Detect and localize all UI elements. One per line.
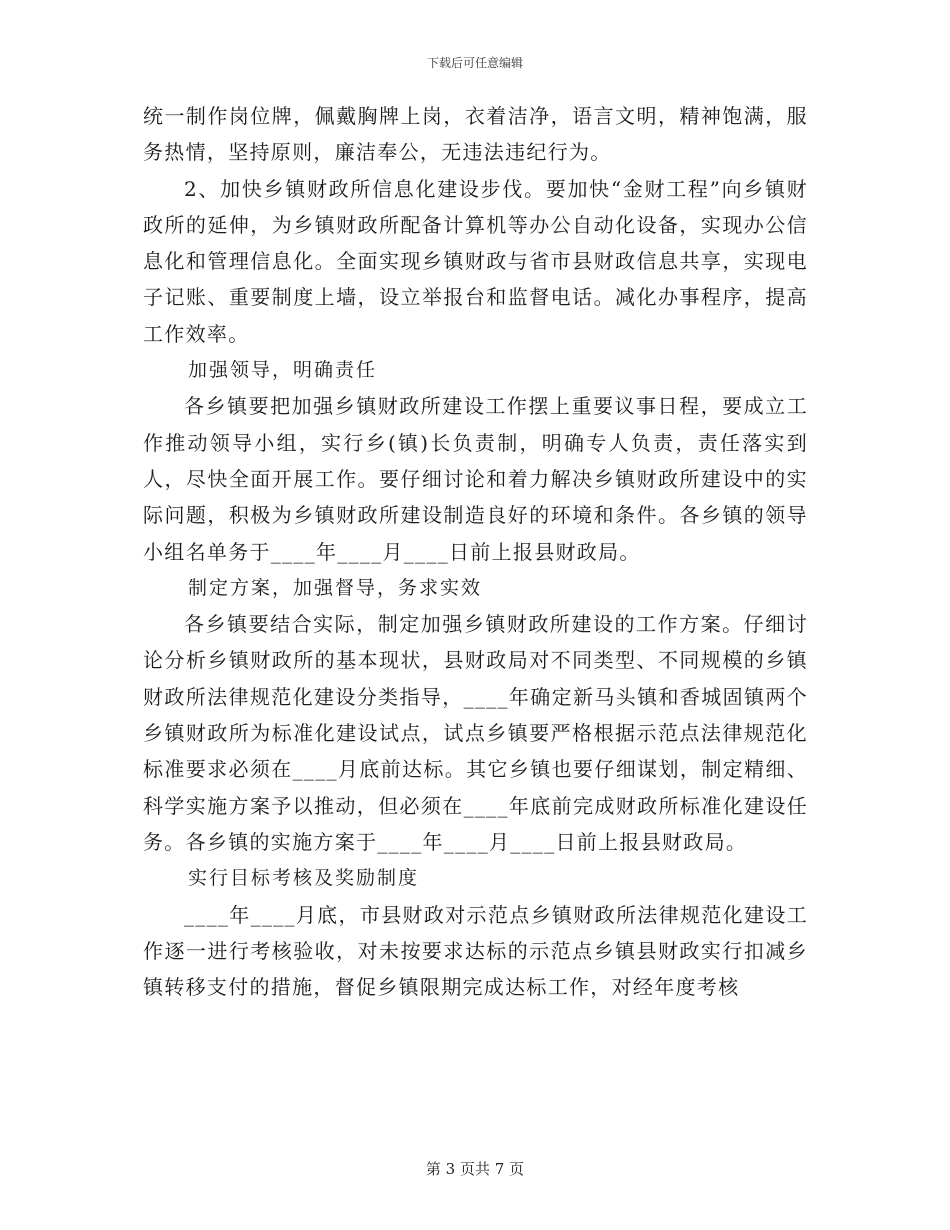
section-heading-1: 加强领导，明确责任 [188,359,378,382]
page-number: 第 3 页共 7 页 [425,1160,525,1178]
section-heading-3: 实行目标考核及奖励制度 [188,867,420,890]
section-heading-2: 制定方案，加强督导，务求实效 [188,576,483,599]
paragraph-2: 2、加快乡镇财政所信息化建设步伐。要加快“金财工程”向乡镇财政所的延伸，为乡镇财政所配备计算机等办公自动化设备，实现办公信息化和管理信息化。全面实现乡镇财政与省市县财政信息共享，实现电子记账、重要制度上墙，设立举报台和监督电话。减化办事程序，提高工作效率。 [143,176,808,346]
paragraph-5: ____年____月底，市县财政对示范点乡镇财政所法律规范化建设工作逐一进行考核验收，对未按要求达标的示范点乡镇县财政实行扣减乡镇转移支付的措施，督促乡镇限期完成达标工作，对经年度考核 [143,902,808,1000]
document-body [143,98,808,1005]
paragraph-1: 统一制作岗位牌，佩戴胸牌上岗，衣着洁净，语言文明，精神饱满，服务热情，坚持原则，廉洁奉公，无违法违纪行为。 [143,104,808,165]
paragraph-3: 各乡镇要把加强乡镇财政所建设工作摆上重要议事日程，要成立工作推动领导小组，实行乡(镇)长负责制，明确专人负责，责任落实到人，尽快全面开展工作。要仔细讨论和着力解决乡镇财政所建设中的实际问题，积极为乡镇财政所建设制造良好的环境和条件。各乡镇的领导小组名单务于____年____月____日前上报县财政局。 [143,394,808,564]
header-note: 下载后可任意编辑 [426,56,523,70]
paragraph-4: 各乡镇要结合实际，制定加强乡镇财政所建设的工作方案。仔细讨论分析乡镇财政所的基本现状，县财政局对不同类型、不同规模的乡镇财政所法律规范化建设分类指导，____年确定新马头镇和香城固镇两个乡镇财政所为标准化建设试点，试点乡镇要严格根据示范点法律规范化标准要求必须在____月底前达标。其它乡镇也要仔细谋划，制定精细、科学实施方案予以推动，但必须在____年底前完成财政所标准化建设任务。各乡镇的实施方案于____年____月____日前上报县财政局。 [143,612,808,854]
